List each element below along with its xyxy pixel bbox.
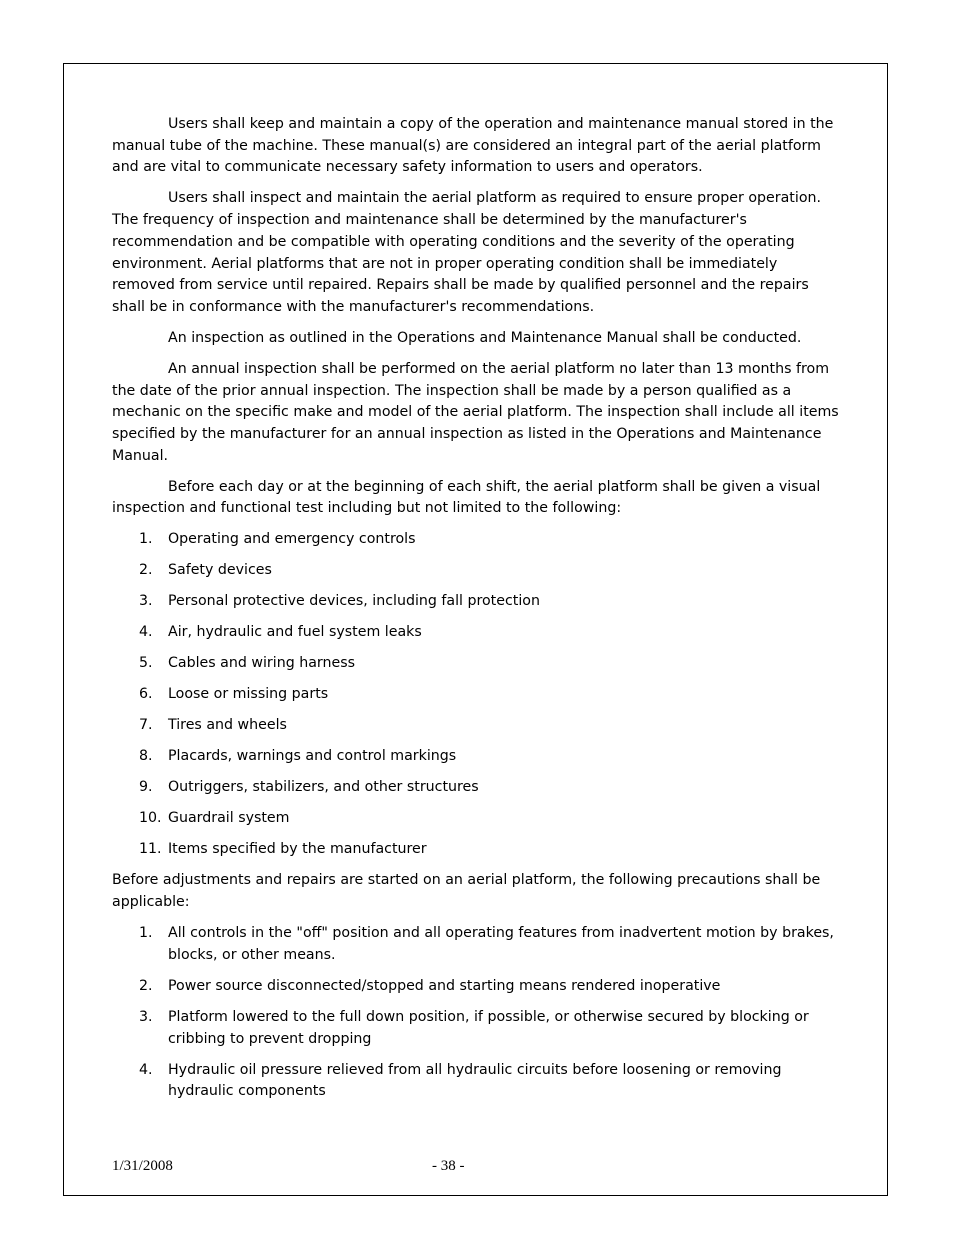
list-text: Safety devices (168, 562, 272, 579)
list-text: Placards, warnings and control markings (168, 748, 457, 765)
list-text: Outriggers, stabilizers, and other structures (168, 779, 479, 796)
list-number: 6. (139, 686, 153, 703)
list-text: Tires and wheels (168, 717, 287, 734)
list-text: Platform lowered to the full down position, if possible, or otherwise secured by blocking or cribbing to prevent dropping (168, 1008, 809, 1047)
document-body (112, 114, 844, 1112)
list-number: 3. (139, 593, 153, 610)
list-item (112, 777, 844, 799)
list-number: 8. (139, 748, 153, 765)
list-item (112, 591, 844, 613)
list-number: 1. (139, 531, 153, 548)
list-text: Power source disconnected/stopped and starting means rendered inoperative (168, 977, 721, 994)
list-item (112, 923, 844, 966)
paragraph-precautions-intro: Before adjustments and repairs are started on an aerial platform, the following precautions shall be applicable: (112, 872, 821, 911)
list-number: 7. (139, 717, 153, 734)
list-number: 2. (139, 977, 153, 994)
paragraph-inspect-maintain: Users shall inspect and maintain the aerial platform as required to ensure proper operation. The frequency of inspection and maintenance shall be determined by the manufacturer's recommendation and be compatible with operating conditions and the severity of the operating environment. Aerial platforms that are not in proper operating condition shall be immediately removed from service until repaired. Repairs shall be made by qualified personnel and the repairs shall be in conformance with the manufacturer's recommendations. (112, 190, 821, 315)
list-number: 4. (139, 1061, 153, 1078)
list-item (112, 1060, 844, 1103)
list-item (112, 746, 844, 768)
list-text: Loose or missing parts (168, 686, 329, 703)
list-text: Hydraulic oil pressure relieved from all hydraulic circuits before loosening or removing hydraulic components (168, 1061, 782, 1100)
list-number: 2. (139, 562, 153, 579)
list-item (112, 560, 844, 582)
list-item (112, 529, 844, 551)
list-text: Operating and emergency controls (168, 531, 416, 548)
list-item (112, 839, 844, 861)
list-text: All controls in the "off" position and all operating features from inadvertent motion by brakes, blocks, or other means. (168, 925, 834, 963)
list-number: 4. (139, 624, 153, 641)
list-text: Items specified by the manufacturer (168, 841, 427, 858)
list-text: Air, hydraulic and fuel system leaks (168, 624, 422, 641)
list-number: 1. (139, 925, 153, 942)
list-number: 5. (139, 655, 153, 672)
paragraph-daily-inspection: Before each day or at the beginning of each shift, the aerial platform shall be given a visual inspection and functional test including but not limited to the following: (112, 478, 821, 517)
list-item (112, 715, 844, 737)
list-number: 9. (139, 779, 153, 796)
list-number: 3. (139, 1008, 153, 1025)
paragraph-manual-storage: Users shall keep and maintain a copy of the operation and maintenance manual stored in the manual tube of the machine. These manual(s) are considered an integral part of the aerial platform and are vital to communicate necessary safety information to users and operators. (112, 116, 834, 176)
list-item (112, 808, 844, 830)
list-number: 10. (139, 810, 162, 827)
footer-page-number: - 38 - (432, 1158, 465, 1174)
list-item (112, 1007, 844, 1050)
paragraph-inspection-outline: An inspection as outlined in the Operations and Maintenance Manual shall be conducted. (168, 329, 802, 346)
list-item (112, 976, 844, 998)
list-number: 11. (139, 841, 162, 858)
list-item (112, 622, 844, 644)
footer-date: 1/31/2008 (112, 1158, 173, 1174)
paragraph-annual-inspection: An annual inspection shall be performed on the aerial platform no later than 13 months from the date of the prior annual inspection. The inspection shall be made by a person qualified as a mechanic on the specific make and model of the aerial platform. The inspection shall include all items specified by the manufacturer for an annual inspection as listed in the Operations and Maintenance Manual. (112, 360, 839, 464)
list-text: Personal protective devices, including fall protection (168, 593, 540, 610)
inspection-list (112, 529, 844, 861)
list-text: Guardrail system (168, 810, 290, 827)
list-item (112, 653, 844, 675)
list-item (112, 684, 844, 706)
precautions-list (112, 923, 844, 1103)
list-text: Cables and wiring harness (168, 655, 355, 672)
